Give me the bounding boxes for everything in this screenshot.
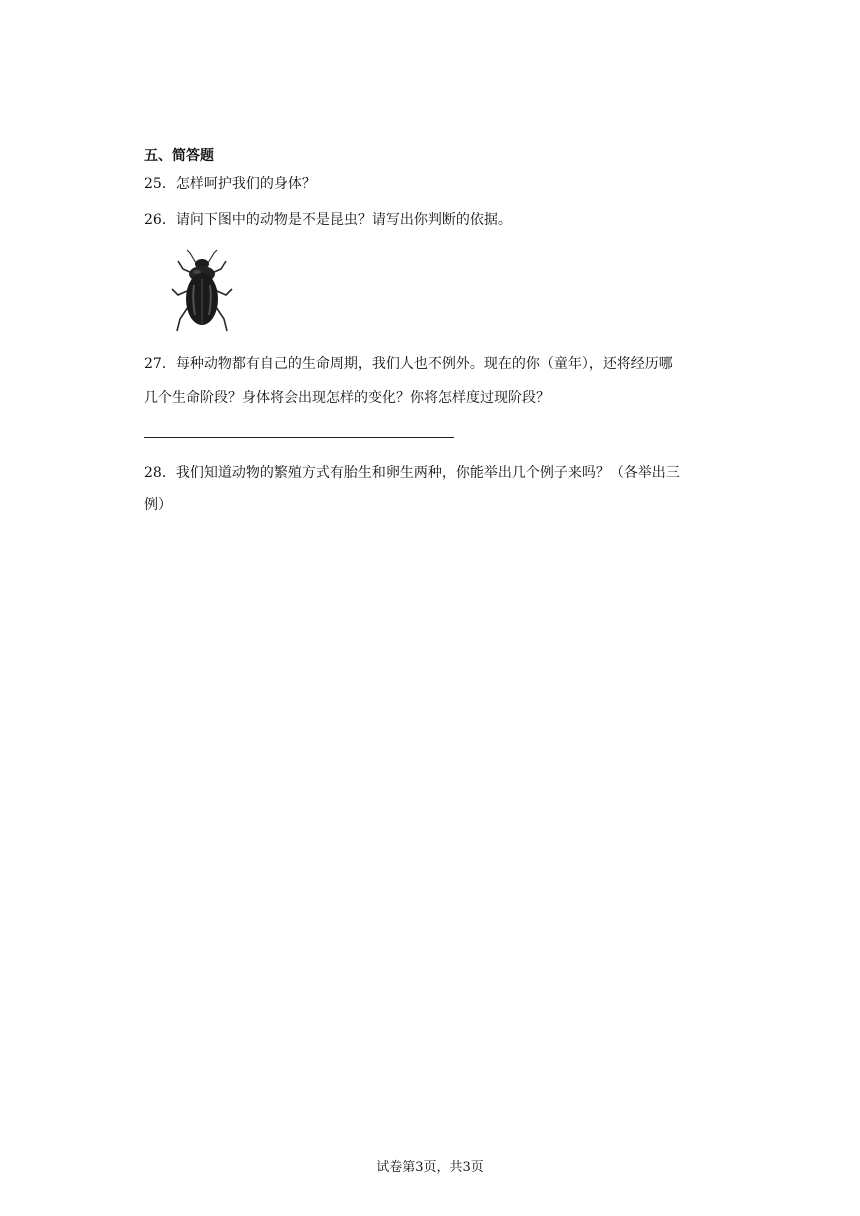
question-26: 26．请问下图中的动物是不是昆虫？请写出你判断的依据。 (144, 212, 512, 228)
question-25: 25．怎样呵护我们的身体？ (144, 176, 316, 192)
answer-line (144, 437, 454, 438)
page-footer: 试卷第3页，共3页 (376, 1160, 484, 1175)
question-28-line-2: 例） (144, 497, 172, 513)
section-title: 五、简答题 (144, 148, 214, 164)
question-27-line-2: 几个生命阶段？身体将会出现怎样的变化？你将怎样度过现阶段？ (144, 390, 550, 406)
question-27-line-1: 27．每种动物都有自己的生命周期，我们人也不例外。现在的你（童年），还将经历哪 (144, 356, 673, 372)
question-28-line-1: 28．我们知道动物的繁殖方式有胎生和卵生两种，你能举出几个例子来吗？（各举出三 (144, 465, 680, 481)
beetle-icon (166, 249, 238, 335)
